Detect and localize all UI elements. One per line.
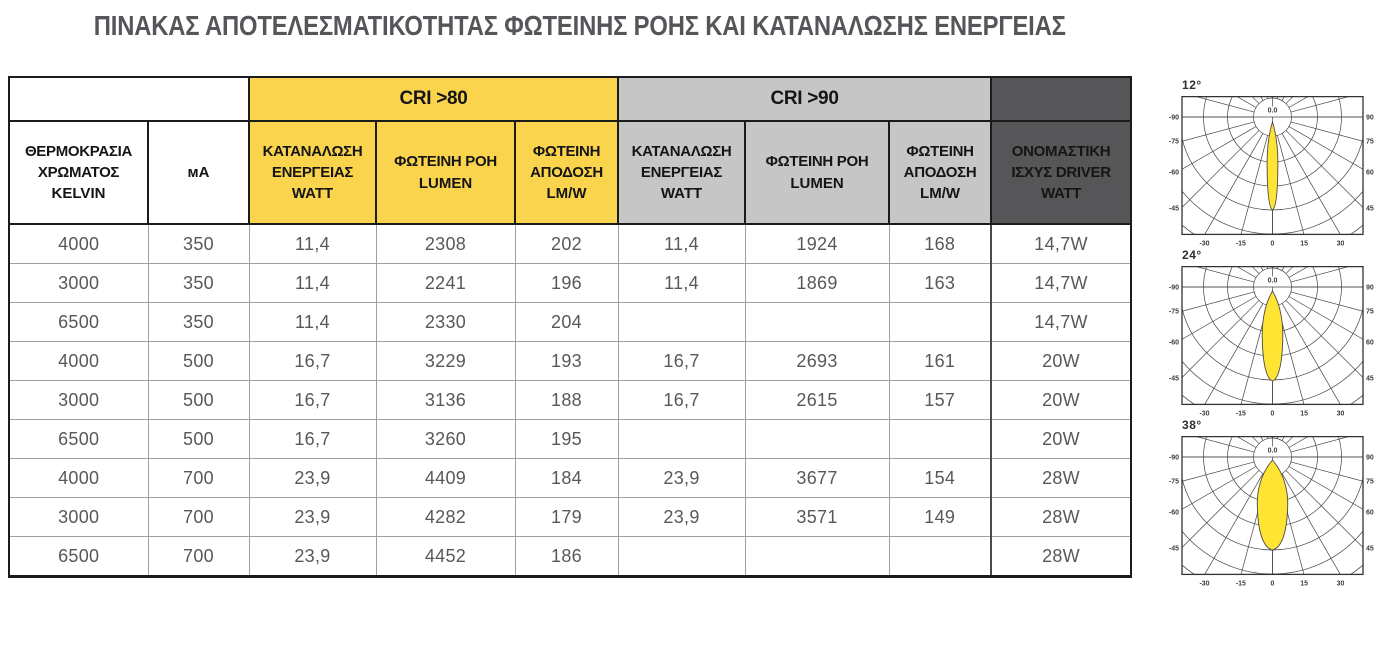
table-cell: 2308	[376, 224, 515, 264]
right-tick: 45	[1366, 205, 1374, 213]
bottom-tick: 30	[1336, 580, 1345, 588]
left-tick: -75	[1168, 138, 1180, 146]
beam-angle-label: 38°	[1182, 418, 1202, 432]
table-row	[9, 342, 1131, 381]
bottom-tick: -15	[1235, 410, 1246, 418]
right-tick: 75	[1366, 138, 1374, 146]
right-tick: 60	[1366, 509, 1374, 517]
table-cell: 3000	[9, 498, 148, 537]
right-tick: 75	[1366, 308, 1374, 316]
table-cell: 500	[148, 342, 249, 381]
column-header-line: KELVIN	[51, 185, 106, 203]
right-tick: 90	[1366, 114, 1374, 122]
table-cell: 14,7W	[991, 303, 1131, 342]
table-cell: 500	[148, 381, 249, 420]
group-header-blank	[9, 77, 249, 121]
left-tick: -60	[1168, 169, 1180, 177]
column-header	[991, 121, 1131, 224]
table-cell: 154	[889, 459, 991, 498]
table-cell	[889, 303, 991, 342]
table-cell: 23,9	[249, 459, 376, 498]
beam-diagram-12	[1162, 78, 1377, 248]
table-cell: 163	[889, 264, 991, 303]
peak-label: 0.0	[1267, 447, 1278, 455]
bottom-tick: 30	[1336, 410, 1345, 418]
table-cell: 1924	[745, 224, 889, 264]
main-content	[0, 76, 1377, 588]
table-cell: 6500	[9, 303, 148, 342]
bottom-tick: 15	[1300, 410, 1309, 418]
table-cell: 179	[515, 498, 618, 537]
table-cell: 3229	[376, 342, 515, 381]
column-header-line: LM/W	[920, 185, 961, 203]
column-header-line: LUMEN	[790, 174, 844, 192]
table-cell	[745, 537, 889, 577]
table-cell: 193	[515, 342, 618, 381]
right-tick: 45	[1366, 545, 1374, 553]
column-header	[376, 121, 515, 224]
table-cell: 6500	[9, 537, 148, 577]
table-row	[9, 498, 1131, 537]
beam-angle-label: 24°	[1182, 248, 1202, 262]
column-header-line: ΑΠΟΔΟΣΗ	[903, 163, 977, 181]
right-tick: 90	[1366, 284, 1374, 292]
table-cell	[745, 303, 889, 342]
table-cell: 4000	[9, 459, 148, 498]
column-header-line: ΦΩΤΕΙΝΗ	[906, 142, 974, 160]
table-cell: 11,4	[249, 303, 376, 342]
column-header-line: ΘΕΡΜΟΚΡΑΣΙΑ	[24, 142, 133, 160]
column-header-line: LM/W	[546, 185, 587, 203]
table-cell: 23,9	[618, 459, 745, 498]
table-cell	[618, 303, 745, 342]
table-row	[9, 420, 1131, 459]
table-cell: 23,9	[618, 498, 745, 537]
table-cell: 3260	[376, 420, 515, 459]
table-cell: 3571	[745, 498, 889, 537]
table-cell: 4000	[9, 224, 148, 264]
polar-diagram	[1162, 436, 1377, 588]
left-tick: -90	[1168, 284, 1180, 292]
datasheet-page	[0, 10, 1377, 650]
column-header-line: ΟΝΟΜΑΣΤΙΚΗ	[1011, 142, 1111, 160]
table-cell: 28W	[991, 537, 1131, 577]
table-cell: 700	[148, 537, 249, 577]
beam-shape	[1267, 122, 1278, 210]
table-cell: 14,7W	[991, 224, 1131, 264]
table-cell: 3000	[9, 264, 148, 303]
table-cell: 157	[889, 381, 991, 420]
table-cell: 23,9	[249, 537, 376, 577]
table-cell: 4452	[376, 537, 515, 577]
table-cell	[889, 537, 991, 577]
table-cell: 2615	[745, 381, 889, 420]
left-tick: -60	[1168, 339, 1180, 347]
table-cell: 3000	[9, 381, 148, 420]
column-header-line: ΚΑΤΑΝΑΛΩΣΗ	[262, 142, 363, 160]
bottom-tick: -30	[1199, 580, 1210, 588]
table-cell: 23,9	[249, 498, 376, 537]
column-header-line: ΚΑΤΑΝΑΛΩΣΗ	[631, 142, 732, 160]
column-header	[9, 121, 148, 224]
left-tick: -45	[1168, 205, 1180, 213]
bottom-tick: 15	[1300, 240, 1309, 248]
table-cell: 4282	[376, 498, 515, 537]
group-header-cri90: CRI >90	[618, 77, 991, 121]
beam-diagrams-column	[1162, 76, 1377, 588]
table-cell: 28W	[991, 498, 1131, 537]
peak-label: 0.0	[1267, 277, 1278, 285]
column-header-line: WATT	[660, 185, 703, 203]
left-tick: -90	[1168, 454, 1180, 462]
table-cell: 188	[515, 381, 618, 420]
table-cell	[618, 537, 745, 577]
left-tick: -45	[1168, 545, 1180, 553]
table-cell: 2693	[745, 342, 889, 381]
table-cell: 2241	[376, 264, 515, 303]
polar-diagram	[1162, 96, 1377, 248]
group-header-blank	[991, 77, 1131, 121]
column-header-line: LUMEN	[418, 174, 473, 192]
column-header-line: ΦΩΤΕΙΝΗ	[532, 142, 601, 160]
table-row	[9, 537, 1131, 577]
column-header-line: ΕΝΕΡΓΕΙΑΣ	[271, 163, 354, 181]
table-cell: 500	[148, 420, 249, 459]
right-tick: 60	[1366, 339, 1374, 347]
table-cell: 1869	[745, 264, 889, 303]
table-cell: 700	[148, 459, 249, 498]
table-cell: 16,7	[249, 342, 376, 381]
column-header-line: ΦΩΤΕΙΝΗ ΡΟΗ	[394, 153, 497, 171]
beam-shape	[1257, 460, 1287, 550]
table-cell: 16,7	[618, 381, 745, 420]
table-row	[9, 224, 1131, 264]
group-header-row	[9, 77, 1131, 121]
column-header-line: WATT	[291, 185, 334, 203]
column-header	[889, 121, 991, 224]
table-cell: 4409	[376, 459, 515, 498]
table-cell: 20W	[991, 342, 1131, 381]
table-cell	[889, 420, 991, 459]
right-tick: 60	[1366, 169, 1374, 177]
title-wrap	[8, 10, 1138, 42]
column-header-line: мА	[187, 163, 210, 181]
bottom-tick: -15	[1235, 580, 1246, 588]
table-cell: 202	[515, 224, 618, 264]
beam-diagram-24	[1162, 248, 1377, 418]
bottom-tick: -15	[1235, 240, 1246, 248]
column-header-line: ΧΡΩΜΑΤΟΣ	[37, 163, 120, 181]
column-header-line: ΑΠΟΔΟΣΗ	[530, 163, 603, 181]
column-header-line: WATT	[1040, 185, 1082, 203]
table-cell	[745, 420, 889, 459]
left-tick: -60	[1168, 509, 1180, 517]
polar-diagram	[1162, 266, 1377, 418]
column-header-line: ΕΝΕΡΓΕΙΑΣ	[640, 163, 723, 181]
bottom-tick: 0	[1270, 410, 1275, 418]
table-cell: 28W	[991, 459, 1131, 498]
left-tick: -75	[1168, 478, 1180, 486]
table-cell: 11,4	[249, 224, 376, 264]
page-title: ΠΙΝΑΚΑΣ ΑΠΟΤΕΛΕΣΜΑΤΙΚΟΤΗΤΑΣ ΦΩΤΕΙΝΗΣ ΡΟΗΣ ΚΑΙ ΚΑΤΑΝΑΛΩΣΗΣ ΕΝΕΡΓΕΙΑΣ	[93, 10, 1066, 41]
table-cell: 350	[148, 264, 249, 303]
table-cell: 3136	[376, 381, 515, 420]
table-row	[9, 303, 1131, 342]
column-header	[249, 121, 376, 224]
table-cell: 186	[515, 537, 618, 577]
table-cell: 2330	[376, 303, 515, 342]
bottom-tick: 15	[1300, 580, 1309, 588]
table-cell: 16,7	[618, 342, 745, 381]
table-row	[9, 459, 1131, 498]
table-cell: 11,4	[618, 264, 745, 303]
table-cell: 16,7	[249, 381, 376, 420]
column-header	[148, 121, 249, 224]
right-tick: 45	[1366, 375, 1374, 383]
table-cell: 700	[148, 498, 249, 537]
table-cell: 20W	[991, 420, 1131, 459]
beam-angle-label: 12°	[1182, 78, 1202, 92]
left-tick: -75	[1168, 308, 1180, 316]
table-cell: 11,4	[618, 224, 745, 264]
column-header-row	[9, 121, 1131, 224]
table-cell: 350	[148, 303, 249, 342]
table-cell: 20W	[991, 381, 1131, 420]
table-cell: 3677	[745, 459, 889, 498]
table-row	[9, 264, 1131, 303]
column-header-line: ΙΣΧΥΣ DRIVER	[1011, 163, 1111, 181]
group-header-cri80: CRI >80	[249, 77, 618, 121]
column-header-line: ΦΩΤΕΙΝΗ ΡΟΗ	[765, 153, 869, 171]
column-header	[745, 121, 889, 224]
column-header	[515, 121, 618, 224]
table-cell: 204	[515, 303, 618, 342]
table-cell: 350	[148, 224, 249, 264]
bottom-tick: -30	[1199, 410, 1210, 418]
efficiency-table	[8, 76, 1132, 578]
bottom-tick: 0	[1270, 240, 1275, 248]
column-header	[618, 121, 745, 224]
table-row	[9, 381, 1131, 420]
beam-diagram-38	[1162, 418, 1377, 588]
table-cell: 6500	[9, 420, 148, 459]
peak-label: 0.0	[1267, 107, 1278, 115]
bottom-tick: 30	[1336, 240, 1345, 248]
left-tick: -45	[1168, 375, 1180, 383]
table-cell: 14,7W	[991, 264, 1131, 303]
table-cell: 4000	[9, 342, 148, 381]
table-cell: 11,4	[249, 264, 376, 303]
table-cell: 184	[515, 459, 618, 498]
bottom-tick: 0	[1270, 580, 1275, 588]
left-tick: -90	[1168, 114, 1180, 122]
table-cell	[618, 420, 745, 459]
table-cell: 168	[889, 224, 991, 264]
table-cell: 16,7	[249, 420, 376, 459]
table-cell: 196	[515, 264, 618, 303]
table-cell: 161	[889, 342, 991, 381]
table-cell: 149	[889, 498, 991, 537]
right-tick: 75	[1366, 478, 1374, 486]
right-tick: 90	[1366, 454, 1374, 462]
bottom-tick: -30	[1199, 240, 1210, 248]
table-cell: 195	[515, 420, 618, 459]
